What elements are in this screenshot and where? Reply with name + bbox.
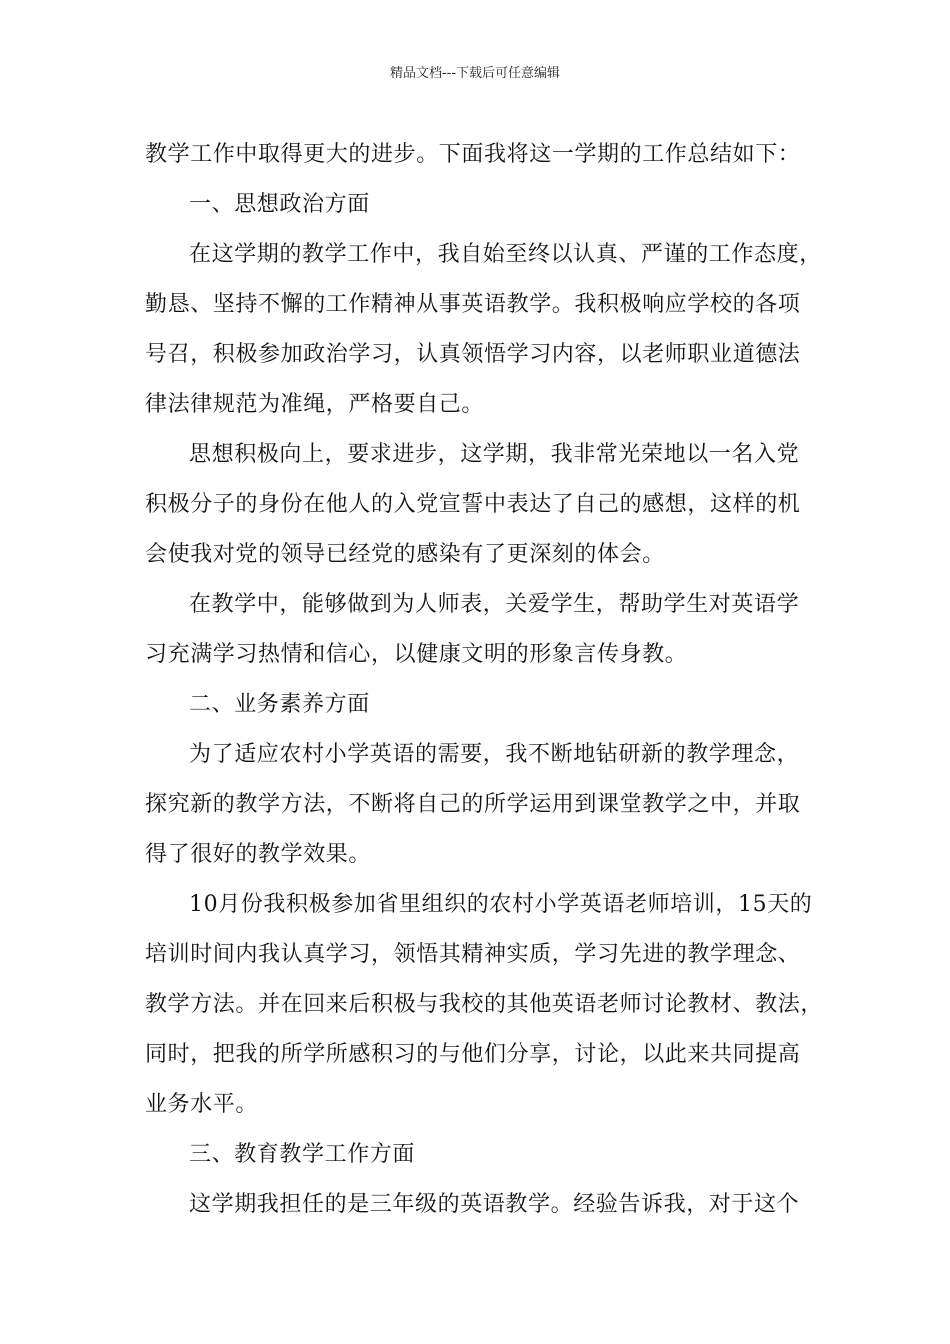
text-line: 律法律规范为准绳，严格要自己。: [145, 392, 485, 417]
text-line: 这学期我担任的是三年级的英语教学。经验告诉我，对于这个: [189, 1192, 800, 1217]
text-line: 10月份我积极参加省里组织的农村小学英语老师培训，15天的: [189, 892, 813, 917]
text-line: 得了很好的教学效果。: [145, 842, 372, 867]
text-line: 习充满学习热情和信心，以健康文明的形象言传身教。: [145, 642, 688, 667]
text-line: 在这学期的教学工作中，我自始至终以认真、严谨的工作态度，: [189, 242, 822, 267]
text-line: 探究新的教学方法，不断将自己的所学运用到课堂教学之中，并取: [145, 792, 801, 817]
text-line: 培训时间内我认真学习，领悟其精神实质，学习先进的教学理念、: [145, 942, 801, 967]
section-heading: 二、业务素养方面: [189, 692, 370, 717]
text-line: 勤恳、坚持不懈的工作精神从事英语教学。我积极响应学校的各项: [145, 292, 801, 317]
text-line: 业务水平。: [145, 1092, 259, 1117]
section-heading: 三、教育教学工作方面: [189, 1142, 416, 1167]
text-line: 积极分子的身份在他人的入党宣誓中表达了自己的感想，这样的机: [145, 492, 801, 517]
text-line: 思想积极向上，要求进步，这学期，我非常光荣地以一名入党: [189, 442, 800, 467]
page-header: 精品文档---下载后可任意编辑: [389, 66, 561, 81]
section-heading: 一、思想政治方面: [189, 192, 370, 217]
text-line: 在教学中，能够做到为人师表，关爱学生，帮助学生对英语学: [189, 592, 800, 617]
text-line: 号召，积极参加政治学习，认真领悟学习内容，以老师职业道德法: [145, 342, 801, 367]
text-line: 同时，把我的所学所感积习的与他们分享，讨论，以此来共同提高: [145, 1042, 801, 1067]
text-line: 会使我对党的领导已经党的感染有了更深刻的体会。: [145, 542, 665, 567]
text-line: 为了适应农村小学英语的需要，我不断地钻研新的教学理念，: [189, 742, 800, 767]
document-body: [145, 130, 824, 1230]
text-line: 教学方法。并在回来后积极与我校的其他英语老师讨论教材、教法，: [145, 992, 824, 1017]
text-line: 教学工作中取得更大的进步。下面我将这一学期的工作总结如下：: [145, 142, 801, 167]
